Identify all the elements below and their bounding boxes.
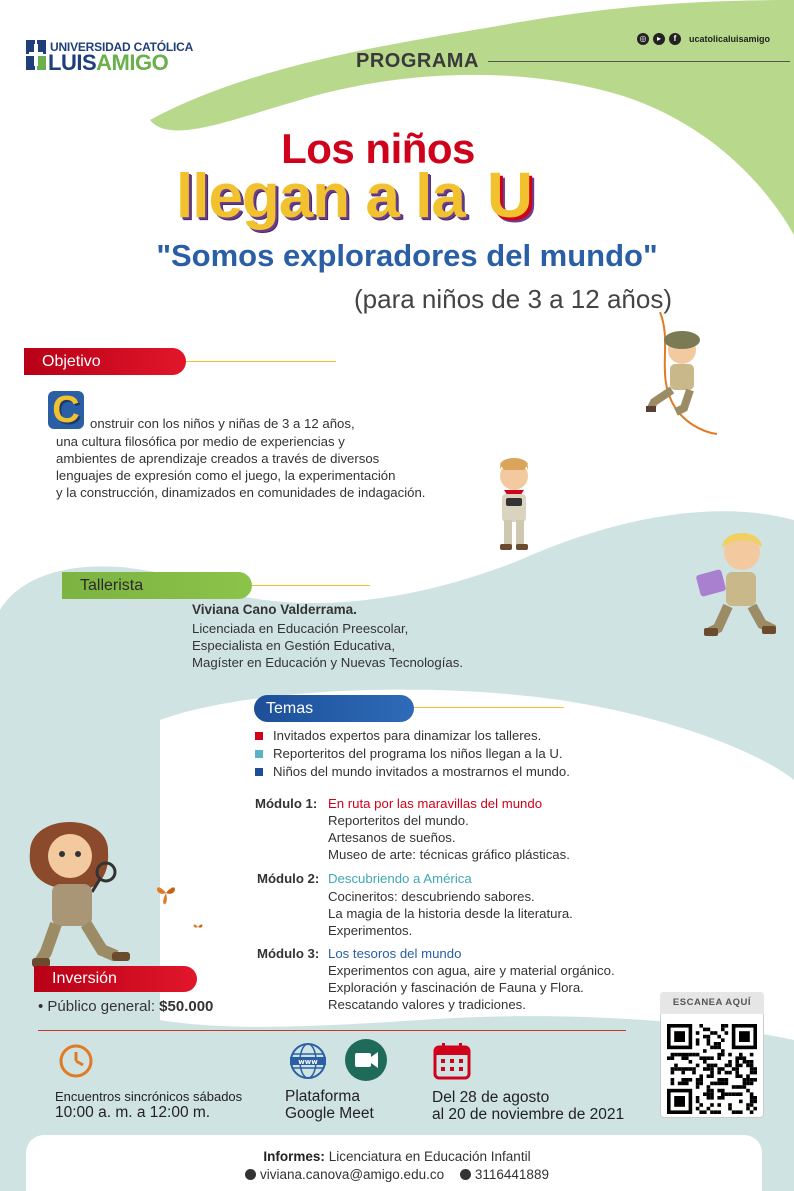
module-item: Exploración y fascinación de Fauna y Flora.	[328, 980, 584, 995]
age-range: (para niños de 3 a 12 años)	[354, 284, 672, 314]
module-2-items	[328, 888, 573, 939]
inversion-audience: • Público general:	[38, 998, 155, 1015]
facebook-icon[interactable]: f	[669, 33, 681, 45]
module-2-label: Módulo 2:	[257, 871, 320, 886]
module-item: Cocineritos: descubriendo sabores.	[328, 889, 535, 904]
objetivo-heading: Objetivo	[24, 348, 186, 375]
title-line1: Los niños	[281, 125, 475, 172]
objetivo-divider	[186, 361, 336, 362]
credential-line: Especialista en Gestión Educativa,	[192, 638, 396, 653]
module-item: Reporteritos del mundo.	[328, 813, 469, 828]
credential-line: Licenciada en Educación Preescolar,	[192, 621, 409, 636]
temas-bullet	[255, 745, 570, 763]
subtitle: "Somos exploradores del mundo"	[156, 238, 658, 273]
bullet-text: Niños del mundo invitados a mostrarnos el mundo.	[273, 764, 570, 779]
temas-bullet	[255, 763, 570, 781]
social-links	[637, 33, 770, 45]
module-1-title: En ruta por las maravillas del mundo	[328, 796, 543, 811]
platform-name: Google Meet	[285, 1105, 374, 1122]
phone-icon	[460, 1169, 471, 1180]
module-item: La magia de la historia desde la literatura.	[328, 906, 573, 921]
module-item: Artesanos de sueños.	[328, 830, 456, 845]
objetivo-line: lenguajes de expresión como el juego, la experimentación	[56, 468, 396, 483]
svg-text:www: www	[298, 1058, 318, 1066]
tallerista-credentials	[192, 620, 463, 671]
logo-amigo: AMIGO	[96, 50, 169, 75]
butterfly-icon	[154, 878, 178, 908]
tallerista-heading: Tallerista	[62, 572, 252, 599]
email-icon	[245, 1169, 256, 1180]
dates-start: Del 28 de agosto	[432, 1089, 550, 1106]
informes-text: Licenciatura en Educación Infantil	[328, 1149, 531, 1164]
programa-divider	[488, 61, 790, 62]
scan-label: ESCANEA AQUÍ	[660, 992, 764, 1014]
logo-name	[48, 50, 168, 76]
module-item: Rescatando valores y tradiciones.	[328, 997, 526, 1012]
magnifier-girl-illustration	[20, 812, 136, 972]
globe-www-icon	[288, 1041, 328, 1081]
qr-code[interactable]	[667, 1024, 757, 1114]
informes-label: Informes:	[263, 1149, 325, 1164]
module-item: Experimentos.	[328, 923, 413, 938]
google-meet-icon	[344, 1038, 388, 1082]
small-butterfly-icon	[192, 920, 204, 934]
info-divider	[38, 1030, 626, 1031]
teal-square-bullet-icon	[255, 750, 263, 758]
instagram-icon[interactable]: ◎	[637, 33, 649, 45]
social-handle[interactable]: ucatolicaluisamigo	[688, 34, 770, 44]
footer-informes	[0, 1149, 794, 1164]
module-item: Museo de arte: técnicas gráfico plásticas.	[328, 847, 570, 862]
schedule-days: Encuentros sincrónicos sábados	[55, 1089, 243, 1104]
bullet-text: Invitados expertos para dinamizar los talleres.	[273, 728, 542, 743]
blue-square-bullet-icon	[255, 768, 263, 776]
logo-luis: LUIS	[48, 50, 97, 75]
inversion-text	[38, 998, 213, 1015]
temas-bullets	[255, 727, 570, 781]
objetivo-line: y la construcción, dinamizados en comunidades de indagación.	[56, 485, 426, 500]
objetivo-dropcap: C	[48, 391, 84, 429]
objetivo-line: una cultura filosófica por medio de experiencias y	[56, 434, 345, 449]
climbing-kid-illustration	[632, 312, 724, 436]
module-3-label: Módulo 3:	[257, 946, 320, 961]
contact-email[interactable]: viviana.canova@amigo.edu.co	[260, 1167, 445, 1182]
schedule-hours: 10:00 a. m. a 12:00 m.	[55, 1104, 211, 1121]
tallerista-name: Viviana Cano Valderrama.	[192, 602, 357, 617]
temas-bullet	[255, 727, 570, 745]
title-line2	[176, 158, 532, 232]
objetivo-line: ambientes de aprendizaje creados a través de diversos	[56, 451, 380, 466]
temas-heading: Temas	[254, 695, 414, 722]
tablet-kid-illustration	[696, 524, 778, 642]
objetivo-first-line: onstruir con los niños y niñas de 3 a 12 años,	[90, 416, 355, 431]
calendar-icon	[432, 1041, 472, 1081]
footer-contact	[0, 1167, 794, 1182]
contact-phone[interactable]: 3116441889	[474, 1167, 549, 1182]
inversion-heading: Inversión	[34, 966, 197, 992]
module-3-items	[328, 962, 615, 1013]
inversion-price: $50.000	[159, 998, 214, 1015]
title-u-letter: U	[486, 159, 533, 231]
youtube-icon[interactable]: ▸	[653, 33, 665, 45]
module-2-title: Descubriendo a América	[328, 871, 472, 886]
red-square-bullet-icon	[255, 732, 263, 740]
tallerista-divider	[252, 585, 370, 586]
module-1-label: Módulo 1:	[255, 796, 318, 811]
dates-end: al 20 de noviembre de 2021	[432, 1106, 625, 1123]
module-1-items	[328, 812, 570, 863]
module-item: Experimentos con agua, aire y material orgánico.	[328, 963, 615, 978]
university-logo-icon	[26, 40, 46, 70]
clock-icon	[58, 1043, 94, 1079]
credential-line: Magíster en Educación y Nuevas Tecnologías.	[192, 655, 463, 670]
bullet-text: Reporteritos del programa los niños llegan a la U.	[273, 746, 563, 761]
programa-heading: PROGRAMA	[356, 50, 479, 72]
logo-university-text: UNIVERSIDAD CATÓLICA	[50, 40, 194, 54]
platform-label: Plataforma	[285, 1088, 360, 1105]
title-line2-text: llegan a la	[176, 162, 465, 231]
objetivo-text	[56, 433, 556, 501]
module-3-title: Los tesoros del mundo	[328, 946, 462, 961]
temas-divider	[414, 707, 564, 708]
